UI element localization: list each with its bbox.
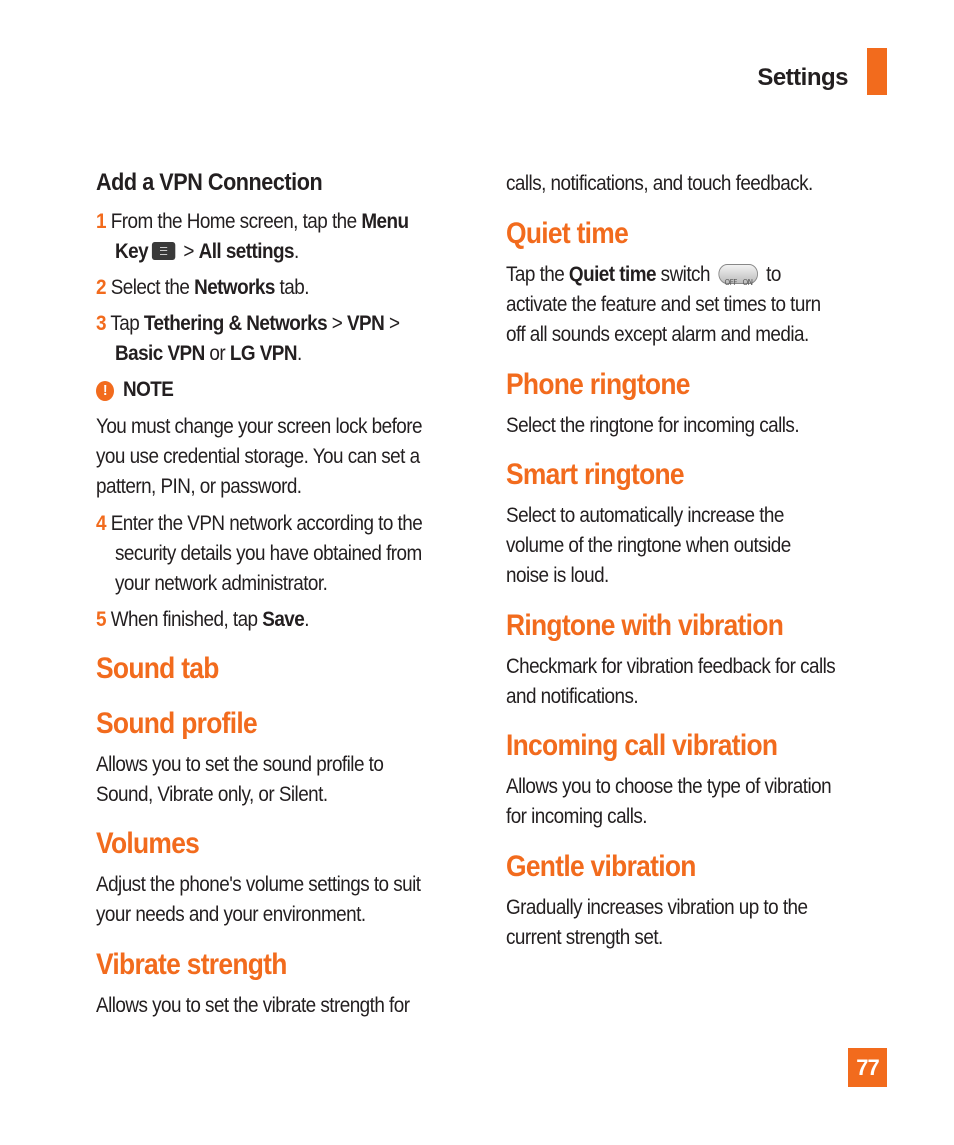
quiet-time-heading: Quiet time	[506, 217, 629, 250]
sound-tab-heading: Sound tab	[96, 652, 219, 685]
quiet-time-line-2: activate the feature and set times to turn	[506, 293, 821, 316]
lg-vpn-label: LG VPN	[229, 342, 297, 365]
smart-ringtone-line-2: volume of the ringtone when outside	[506, 534, 791, 557]
step-1-line-1	[96, 207, 409, 237]
step-3-line-1	[96, 309, 399, 339]
volumes-line-1: Adjust the phone's volume settings to suit	[96, 873, 421, 896]
quiet-time-to: to	[761, 263, 781, 286]
vibrate-strength-heading: Vibrate strength	[96, 948, 287, 981]
smart-ringtone-line-1: Select to automatically increase the	[506, 504, 784, 527]
volumes-heading: Volumes	[96, 827, 200, 860]
step-2-number: 2	[96, 276, 106, 299]
incoming-vibration-heading: Incoming call vibration	[506, 729, 778, 762]
smart-ringtone-heading: Smart ringtone	[506, 458, 684, 491]
switch-off-label: OFF	[724, 278, 737, 287]
menu-label: Menu	[361, 210, 409, 233]
all-settings-label: All settings	[198, 240, 294, 263]
networks-label: Networks	[194, 276, 275, 299]
step-3-arrow-2: >	[384, 312, 400, 335]
gentle-vibration-line-2: current strength set.	[506, 926, 663, 949]
phone-ringtone-line-1: Select the ringtone for incoming calls.	[506, 414, 800, 437]
key-label: Key	[115, 240, 149, 263]
note-exclamation-icon: !	[96, 381, 114, 401]
step-3-arrow-1: >	[327, 312, 347, 335]
step-4-text-1: Enter the VPN network according to the	[110, 512, 423, 535]
note-line-3: pattern, PIN, or password.	[96, 475, 302, 498]
step-5-number: 5	[96, 608, 106, 631]
step-1-arrow: >	[178, 240, 199, 263]
step-2	[96, 273, 309, 303]
smart-ringtone-line-3: noise is loud.	[506, 564, 609, 587]
vibrate-strength-line-1: Allows you to set the vibrate strength for	[96, 994, 410, 1017]
step-2-post: tab.	[274, 276, 309, 299]
sound-profile-line-2: Sound, Vibrate only, or Silent.	[96, 783, 328, 806]
step-5-period: .	[304, 608, 309, 631]
step-2-text: Select the	[110, 276, 195, 299]
step-1-text: From the Home screen, tap the	[110, 210, 362, 233]
incoming-vibration-line-1: Allows you to choose the type of vibration	[506, 775, 832, 798]
step-3-period: .	[296, 342, 302, 365]
continued-line: calls, notifications, and touch feedback.	[506, 172, 813, 195]
page-number: 77	[848, 1048, 887, 1087]
step-3-text: Tap	[110, 312, 144, 335]
step-1-number: 1	[96, 210, 106, 233]
ringtone-vibration-line-1: Checkmark for vibration feedback for calls	[506, 655, 836, 678]
note-line-1: You must change your screen lock before	[96, 415, 423, 438]
gentle-vibration-heading: Gentle vibration	[506, 850, 696, 883]
note-label: NOTE	[123, 378, 174, 401]
quiet-time-label: Quiet time	[568, 263, 656, 286]
quiet-time-line-3: off all sounds except alarm and media.	[506, 323, 809, 346]
ringtone-vibration-heading: Ringtone with vibration	[506, 609, 784, 642]
save-label: Save	[262, 608, 305, 631]
gentle-vibration-line-1: Gradually increases vibration up to the	[506, 896, 808, 919]
step-1-line-2	[115, 237, 299, 267]
step-3-line-2	[115, 339, 302, 369]
note-line-2: you use credential storage. You can set a	[96, 445, 420, 468]
tethering-label: Tethering & Networks	[143, 312, 328, 335]
step-5-text: When finished, tap	[110, 608, 263, 631]
note-heading	[96, 375, 173, 405]
vpn-heading: Add a VPN Connection	[96, 169, 323, 196]
step-3-number: 3	[96, 312, 106, 335]
incoming-vibration-line-2: for incoming calls.	[506, 805, 648, 828]
header-accent-bar	[867, 48, 887, 95]
step-4-line-1	[96, 509, 422, 539]
phone-ringtone-heading: Phone ringtone	[506, 368, 690, 401]
menu-key-icon	[152, 242, 175, 260]
quiet-time-switch-word: switch	[655, 263, 710, 286]
toggle-switch-icon	[718, 264, 758, 287]
step-1-period: .	[293, 240, 299, 263]
step-4-line-2: security details you have obtained from	[115, 542, 422, 565]
step-3-or: or	[204, 342, 230, 365]
quiet-time-line-1	[506, 260, 781, 290]
ringtone-vibration-line-2: and notifications.	[506, 685, 639, 708]
header-title: Settings	[757, 64, 848, 91]
step-5	[96, 605, 309, 635]
vpn-label: VPN	[346, 312, 385, 335]
switch-on-label: ON	[742, 278, 753, 287]
sound-profile-heading: Sound profile	[96, 707, 257, 740]
step-4-number: 4	[96, 512, 106, 535]
sound-profile-line-1: Allows you to set the sound profile to	[96, 753, 384, 776]
basic-vpn-label: Basic VPN	[115, 342, 205, 365]
quiet-time-text: Tap the	[506, 263, 569, 286]
volumes-line-2: your needs and your environment.	[96, 903, 366, 926]
step-4-line-3: your network administrator.	[115, 572, 328, 595]
